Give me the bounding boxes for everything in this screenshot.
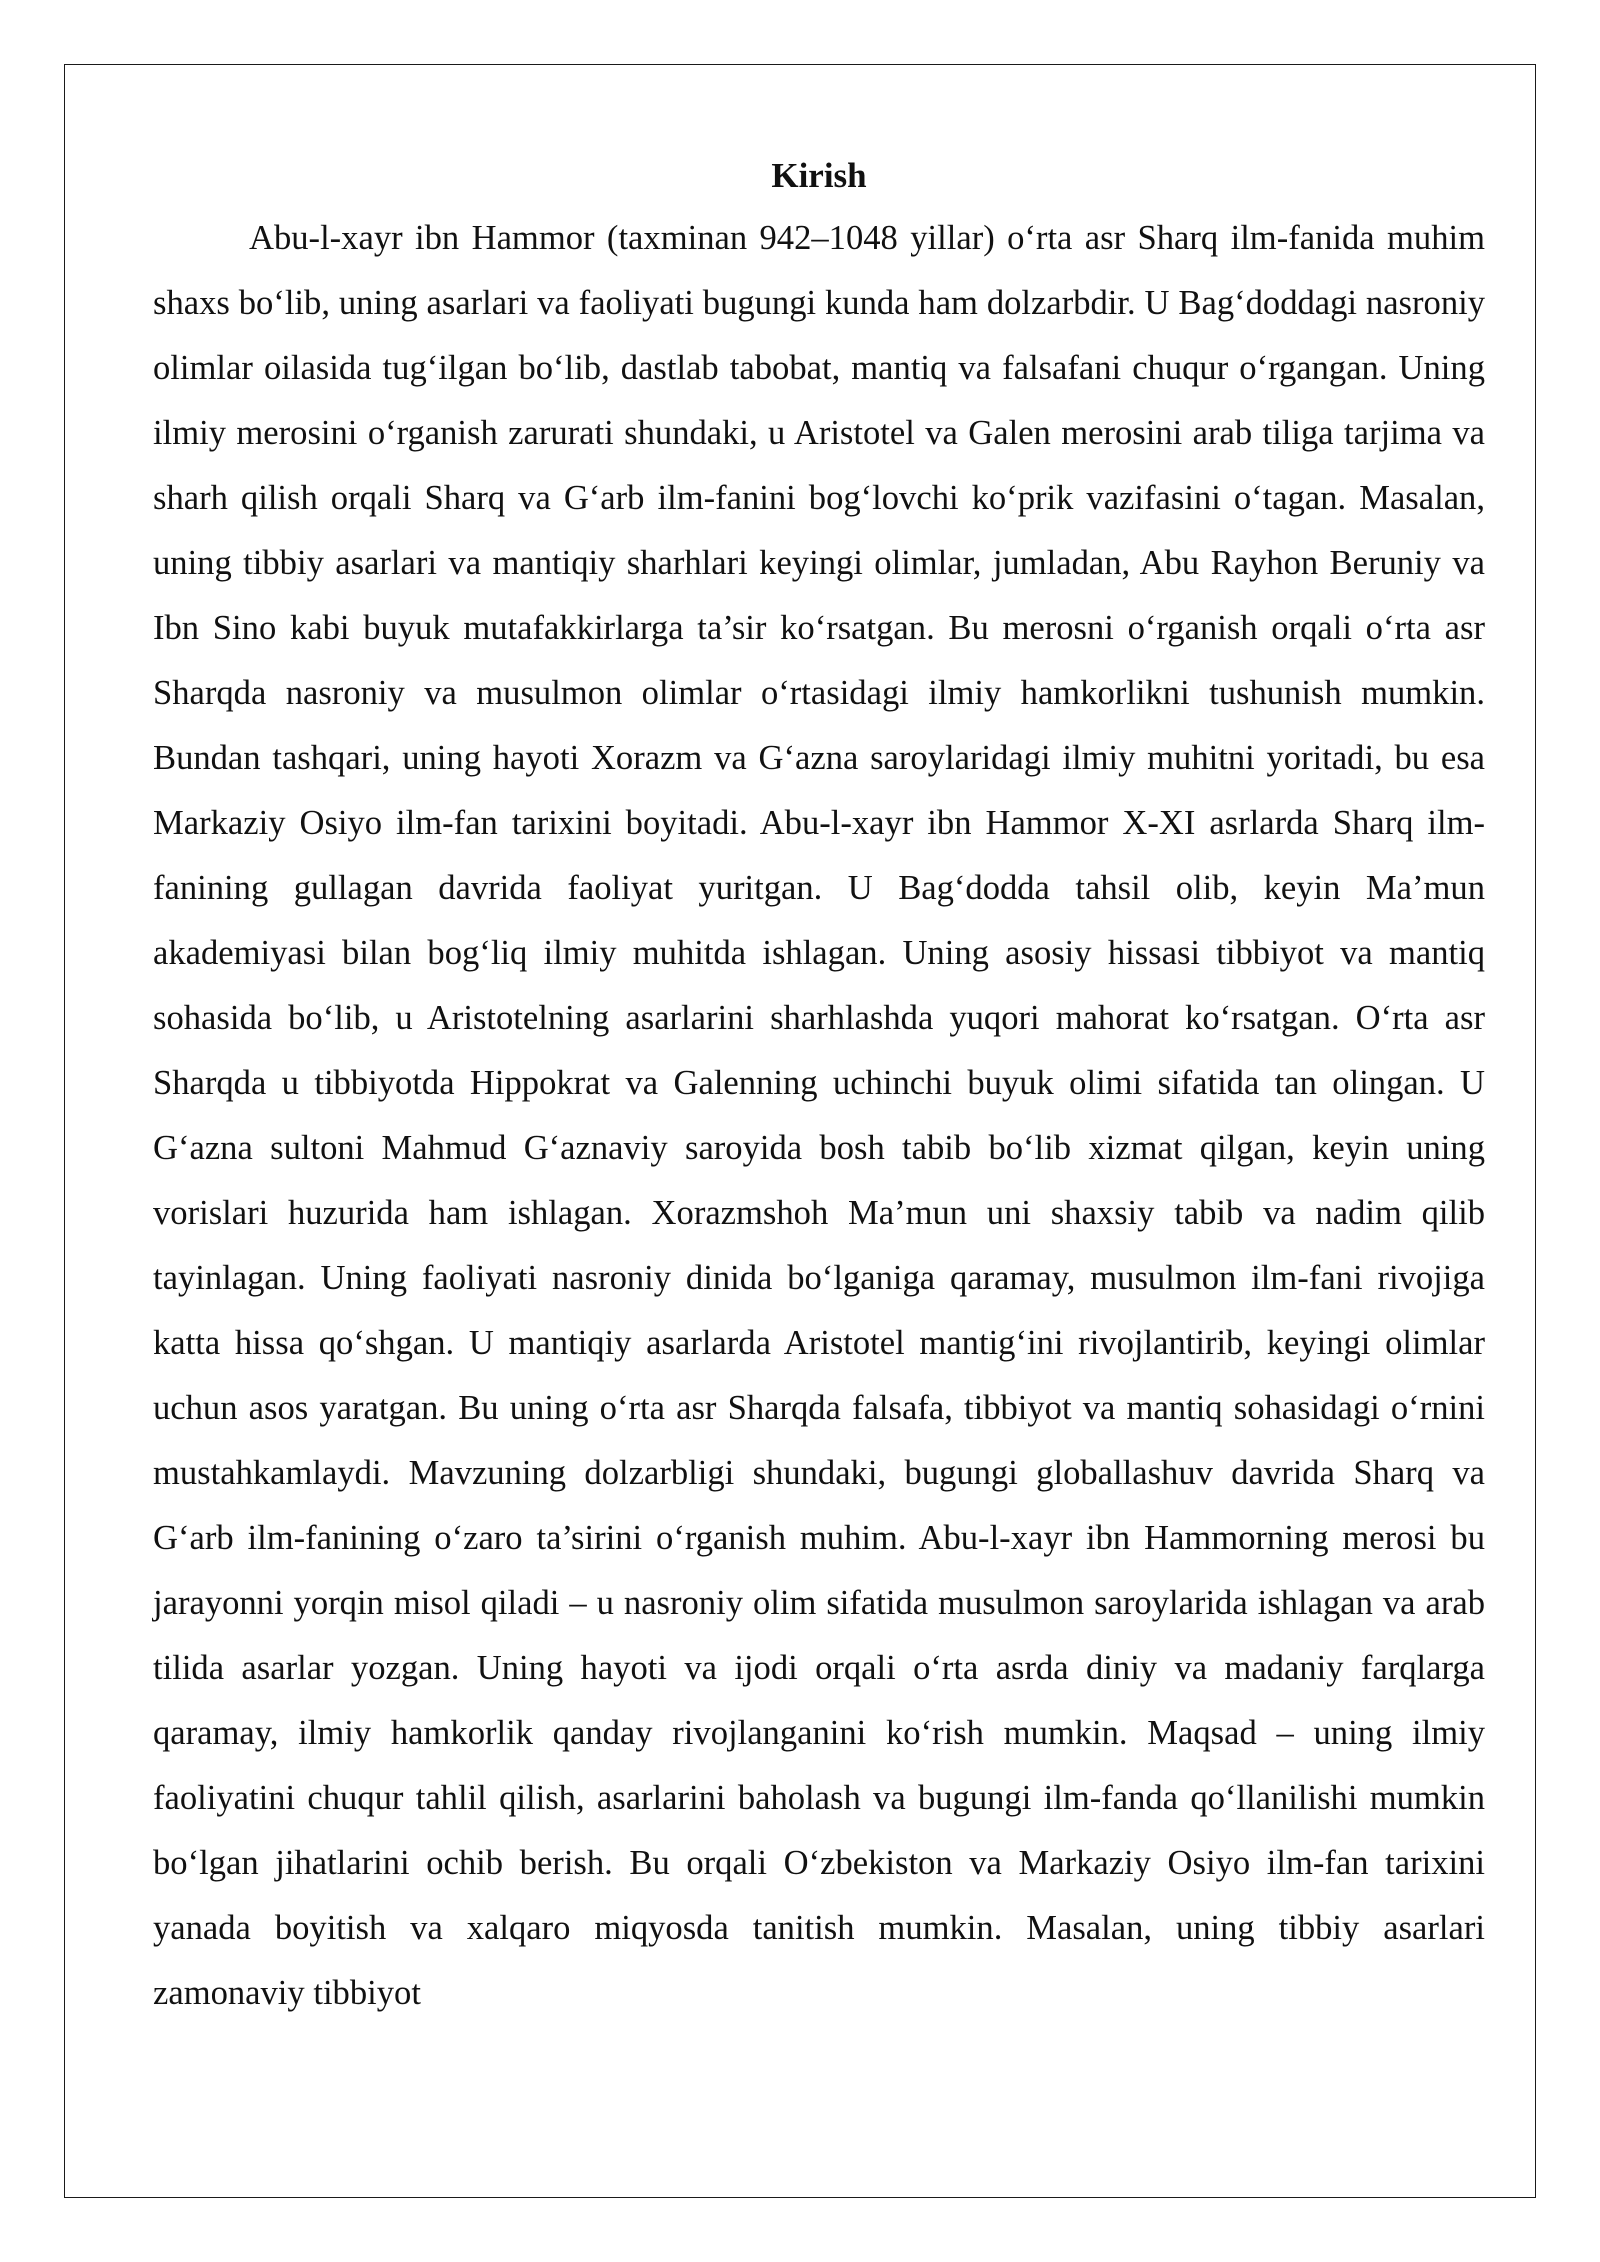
section-title: Kirish [771,156,867,195]
body-paragraph: Abu-l-xayr ibn Hammor (taxminan 942–1048 yillar) o‘rta asr Sharq ilm-fanida muhim shaxs bo‘lib, uning asarlari va faoliyati bugungi kunda ham dolzarbdir. U Bag‘doddagi nasroniy olimlar oilasida tug‘ilgan bo‘lib, dastlab tabobat, mantiq va falsafani chuqur o‘rgangan. Uning ilmiy merosini o‘rganish zarurati shundaki, u Aristotel va Galen merosini arab tiliga tarjima va sharh qilish orqali Sharq va G‘arb ilm-fanini bog‘lovchi ko‘prik vazifasini o‘tagan. Masalan, uning tibbiy asarlari va mantiqiy sharhlari keyingi olimlar, jumladan, Abu Rayhon Beruniy va Ibn Sino kabi buyuk mutafakkirlarga ta’sir ko‘rsatgan. Bu merosni o‘rganish orqali o‘rta asr Sharqda nasroniy va musulmon olimlar o‘rtasidagi ilmiy hamkorlikni tushunish mumkin. Bundan tashqari, uning hayoti Xorazm va G‘azna saroylaridagi ilmiy muhitni yoritadi, bu esa Markaziy Osiyo ilm-fan tarixini boyitadi. Abu-l-xayr ibn Hammor X-XI asrlarda Sharq ilm-fanining gullagan davrida faoliyat yuritgan. U Bag‘dodda tahsil olib, keyin Ma’mun akademiyasi bilan bog‘liq ilmiy muhitda ishlagan. Uning asosiy hissasi tibbiyot va mantiq sohasida bo‘lib, u Aristotelning asarlarini sharhlashda yuqori mahorat ko‘rsatgan. O‘rta asr Sharqda u tibbiyotda Hippokrat va Galenning uchinchi buyuk olimi sifatida tan olingan. U G‘azna sultoni Mahmud G‘aznaviy saroyida bosh tabib bo‘lib xizmat qilgan, keyin uning vorislari huzurida ham ishlagan. Xorazmshoh Ma’mun uni shaxsiy tabib va nadim qilib tayinlagan. Uning faoliyati nasroniy dinida bo‘lganiga qaramay, musulmon ilm-fani rivojiga katta hissa qo‘shgan. U mantiqiy asarlarda Aristotel mantig‘ini rivojlantirib, keyingi olimlar uchun asos yaratgan. Bu uning o‘rta asr Sharqda falsafa, tibbiyot va mantiq sohasidagi o‘rnini mustahkamlaydi. Mavzuning dolzarbligi shundaki, bugungi globallashuv davrida Sharq va G‘arb ilm-fanining o‘zaro ta’sirini o‘rganish muhim. Abu-l-xayr ibn Hammorning merosi bu jarayonni yorqin misol qiladi – u nasroniy olim sifatida musulmon saroylarida ishlagan va arab tilida asarlar yozgan. Uning hayoti va ijodi orqali o‘rta asrda diniy va madaniy farqlarga qaramay, ilmiy hamkorlik qanday rivojlanganini ko‘rish mumkin. Maqsad – uning ilmiy faoliyatini chuqur tahlil qilish, asarlarini baholash va bugungi ilm-fanda qo‘llanilishi mumkin bo‘lgan jihatlarini ochib berish. Bu orqali O‘zbekiston va Markaziy Osiyo ilm-fan tarixini yanada boyitish va xalqaro miqyosda tanitish mumkin. Masalan, uning tibbiy asarlari zamonaviy tibbiyot [153,219,1485,2012]
document-content [153,146,1485,2026]
